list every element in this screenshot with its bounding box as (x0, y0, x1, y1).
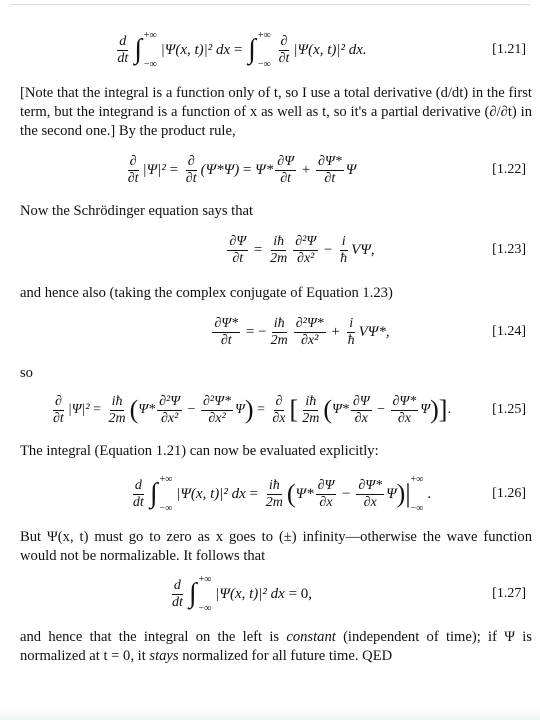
paragraph-conjugate: and hence also (taking the complex conjugate of Equation 1.23) (20, 285, 393, 301)
equation-number: [1.21] (492, 42, 526, 57)
equation-number: [1.26] (492, 486, 526, 501)
text-run: normalized for all future time. QED (178, 648, 393, 664)
equation-number: [1.27] (492, 586, 526, 601)
text-run: (independent of time); if Ψ is normalized at t = 0, it (20, 629, 532, 664)
equation-number: [1.24] (492, 324, 526, 339)
paragraph-boundary: But Ψ(x, t) must go to zero as x goes to (±) infinity—otherwise the wave function would not be normalizable. It follows that (20, 529, 532, 564)
top-divider (10, 4, 530, 5)
paragraph-conclusion (20, 628, 532, 666)
bottom-edge (0, 710, 540, 720)
paragraph-integral: The integral (Equation 1.21) can now be evaluated explicitly: (20, 443, 379, 459)
equation-number: [1.25] (492, 402, 526, 417)
paragraph-so: so (20, 365, 33, 381)
paragraph-note: [Note that the integral is a function only of t, so I use a total derivative (d/dt) in the first term, but the integrand is a function of x as well as t, so it's a partial derivative (∂/∂t) in the second one.] By the product rule, (20, 85, 532, 139)
paragraph-schrodinger: Now the Schrödinger equation says that (20, 203, 254, 219)
text-run: and hence that the integral on the left is (20, 629, 287, 645)
emphasis-stays: stays (149, 648, 179, 664)
emphasis-constant: constant (286, 629, 336, 645)
equation-number: [1.22] (492, 162, 526, 177)
equation-number: [1.23] (492, 242, 526, 257)
textbook-page: $\frac{d}{dt}$ ∫ +∞ −∞ |Ψ(x, t)|² dx = ∫ +∞ −∞ $\frac{\partial}{\partial t}$ |Ψ(x, t)|² dx. [1.21] [Note that the integral is a function only of t, so I use a total derivative (d/dt) in the first term, but the integrand is a function of x as well as t, so it's a partial derivative (∂/∂t) in the second one.] By the product rule, $\frac{\partial}{\partial t}$ |Ψ|² = $\frac{\partial}{\partial t}$ (Ψ*Ψ) = Ψ* $\frac{\partial\Psi}{\partial t}$ + $\frac{\partial\Psi*}{\partial t}$ Ψ [1.22] Now the Schrödinger equation says that $\frac{\partial\Psi}{\partial t}$ = $\frac{iħ}{2m}$ $\frac{\text{∂²Ψ}}{\text{∂x²}}$ − $\frac{i}{ħ}$ VΨ, [1.23] and hence also (taking the complex conjugate of Equation 1.23) $\frac{\partial\Psi*}{\partial t}$ = − $\frac{iħ}{2m}$ $\frac{\text{∂²Ψ*}}{\text{∂x²}}$ + $\frac{i}{ħ}$ VΨ*, [1.24] so $\frac{\partial}{\partial t}$ |Ψ|² = $\frac{iħ}{2m}$ ( Ψ* $\frac{\text{∂²Ψ}}{\text{∂x²}}$ − $\frac{\text{∂²Ψ*}}{\text{∂x²}}$ Ψ ) = $\frac{\partial}{\partial x}$ [ $\frac{iħ}{2m}$ ( Ψ* $\frac{\partial\Psi}{\partial x}$ − $\frac{\partial\Psi*}{\partial x}$ Ψ ) ] . [1.25] The integral (Equation 1.21) can now be evaluated explicitly: $\frac{d}{dt}$ ∫ +∞ −∞ |Ψ(x, t)|² dx = $\frac{iħ}{2m}$ ( Ψ* $\frac{\partial\Psi}{\partial x}$ − $\frac{\partial\Psi*}{\partial x}$ Ψ ) | +∞ −∞ . [1.26] But Ψ(x, t) must go to zero as x goes to (±) infinity—otherwise the wave function would not be normalizable. It follows that $\frac{d}{dt}$ ∫ +∞ −∞ |Ψ(x, t)|² dx = 0, [1.27] and hence that the integral on the left is constant (independent of time); if Ψ is normalized at t = 0, it stays normalized for all future time. QED (0, 0, 540, 720)
